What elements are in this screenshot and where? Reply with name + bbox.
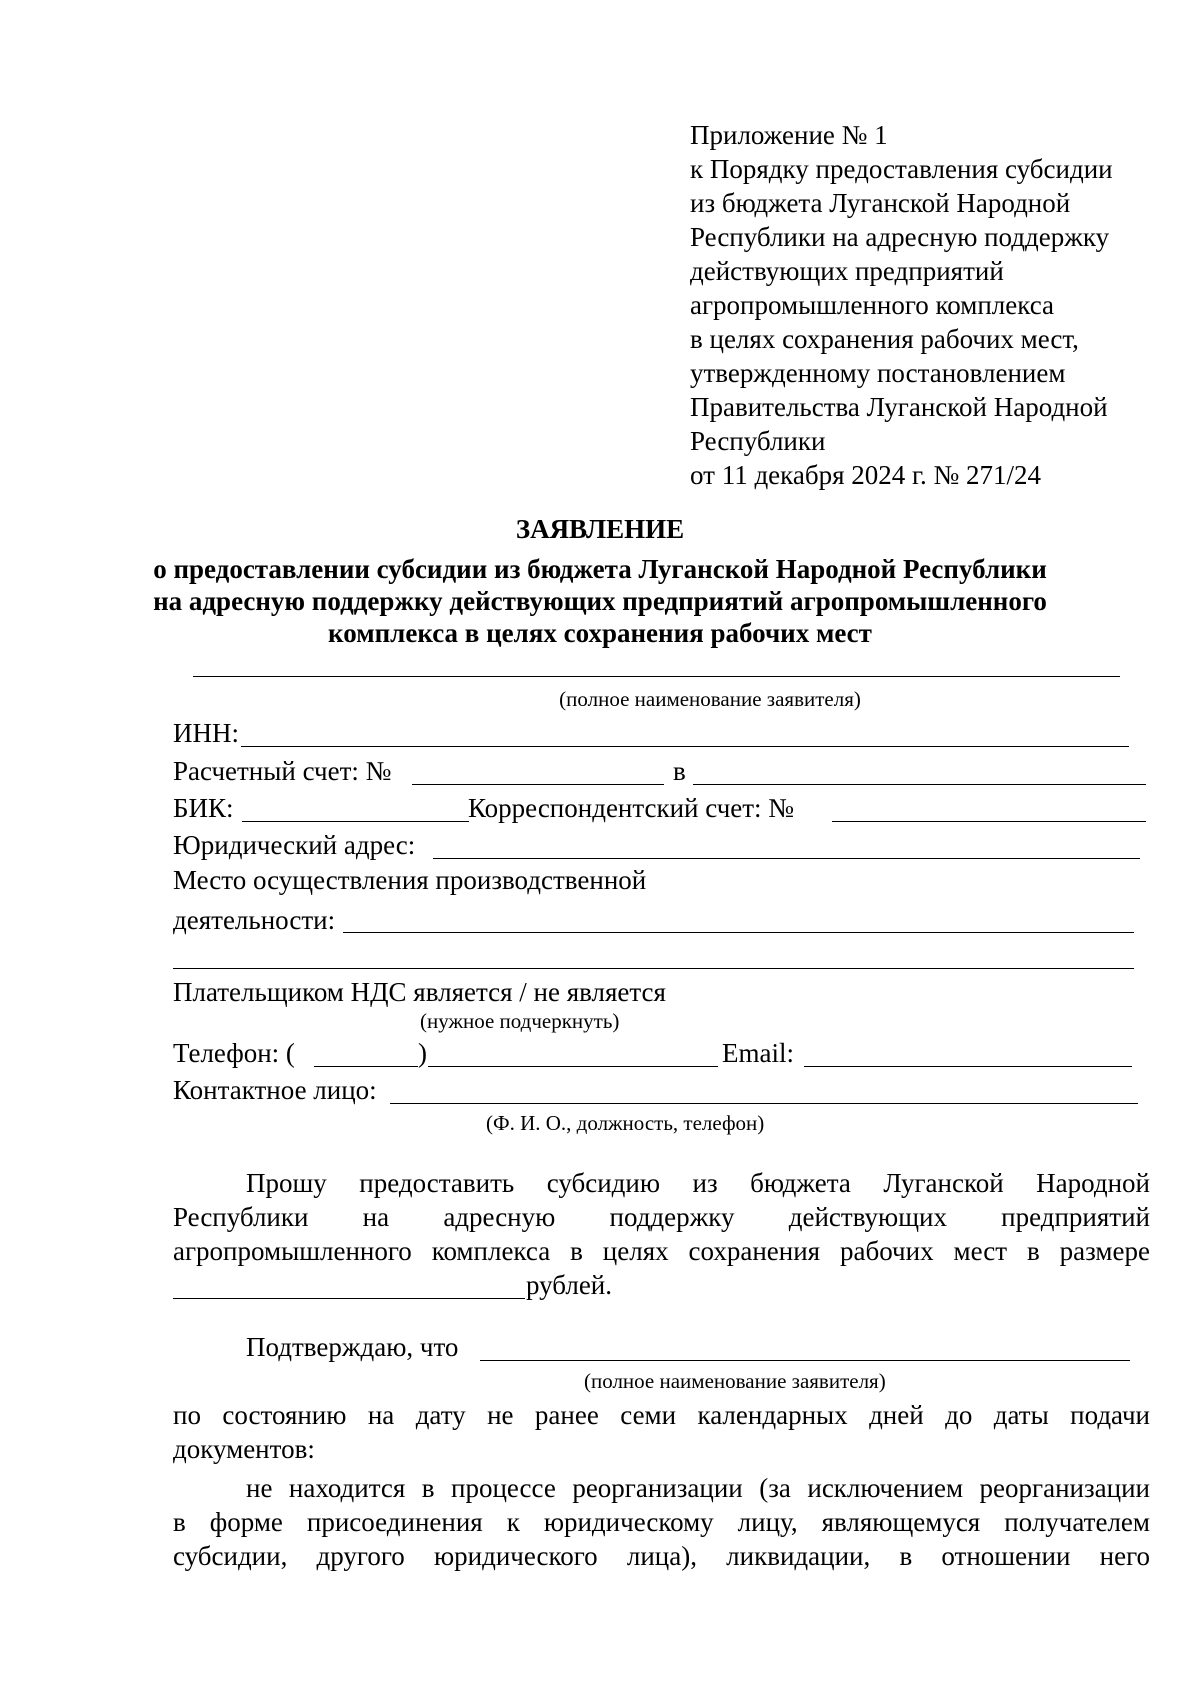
applicant-hint: (полное наименование заявителя) [559,687,861,711]
status-paragraph-line: по состоянию на дату не ранее семи календарных дней до даты подачи [173,1400,1150,1430]
document-subtitle-line: комплекса в целях сохранения рабочих мест [328,618,872,648]
reorg-paragraph-line: в форме присоединения к юридическому лицу, являющемуся получателем [173,1507,1150,1537]
contact-label: Контактное лицо: [173,1075,377,1105]
activity-place-label: Место осуществления производственной [173,865,647,895]
inn-field[interactable] [241,746,1129,747]
annex-line: в целях сохранения рабочих мест, [690,324,1079,354]
reorg-paragraph-line: субсидии, другого юридического лица), ликвидации, в отношении него [173,1541,1150,1571]
annex-line: агропромышленного комплекса [690,290,1054,320]
status-paragraph-line: документов: [173,1434,315,1464]
activity-place-field[interactable] [343,932,1134,933]
request-paragraph-line: Прошу предоставить субсидию из бюджета Луганской Народной [246,1168,1150,1198]
corr-account-label: Корреспондентский счет: № [468,793,795,823]
phone-label: Телефон: ( [173,1038,295,1068]
annex-line: Республики [690,426,826,456]
confirm-hint: (полное наименование заявителя) [584,1369,886,1393]
vat-hint: (нужное подчеркнуть) [420,1009,620,1033]
request-paragraph-line: агропромышленного комплекса в целях сохранения рабочих мест в размере [173,1236,1150,1266]
bank-name-field[interactable] [693,784,1146,785]
annex-line: от 11 декабря 2024 г. № 271/24 [690,460,1042,490]
email-label: Email: [722,1038,794,1068]
legal-address-field[interactable] [433,858,1140,859]
vat-status-text[interactable]: Плательщиком НДС является / не является [173,977,666,1007]
bik-field[interactable] [242,821,469,822]
rubles-label: рублей. [526,1270,613,1300]
confirm-applicant-field[interactable] [480,1360,1130,1361]
activity-place-field-line2[interactable] [173,968,1134,969]
legal-address-label: Юридический адрес: [173,830,416,860]
phone-paren-close: ) [418,1038,427,1068]
document-subtitle-line: на адресную поддержку действующих предприятий агропромышленного [153,586,1047,616]
annex-line: к Порядку предоставления субсидии [690,154,1113,184]
phone-code-field[interactable] [314,1066,418,1067]
corr-account-field[interactable] [832,821,1146,822]
annex-line: из бюджета Луганской Народной [690,188,1071,218]
annex-line: Приложение № 1 [690,120,888,150]
document-title: ЗАЯВЛЕНИЕ [515,514,685,544]
annex-line: утвержденному постановлением [690,358,1066,388]
contact-field[interactable] [390,1103,1138,1104]
account-in-label: в [673,756,686,786]
phone-number-field[interactable] [428,1066,718,1067]
activity-place-label-cont: деятельности: [173,905,336,935]
subsidy-amount-field[interactable] [173,1298,525,1299]
annex-line: действующих предприятий [690,256,1004,286]
inn-label: ИНН: [173,718,239,748]
confirm-label: Подтверждаю, что [246,1332,459,1362]
account-label: Расчетный счет: № [173,756,392,786]
bik-label: БИК: [173,793,234,823]
account-number-field[interactable] [412,784,664,785]
annex-line: Республики на адресную поддержку [690,222,1110,252]
annex-line: Правительства Луганской Народной [690,392,1108,422]
document-subtitle-line: о предоставлении субсидии из бюджета Луганской Народной Республики [153,554,1047,584]
contact-hint: (Ф. И. О., должность, телефон) [486,1111,765,1135]
annex-block [690,118,1113,492]
request-paragraph-line: Республики на адресную поддержку действующих предприятий [173,1202,1150,1232]
applicant-name-field[interactable] [193,676,1120,677]
reorg-paragraph-line: не находится в процессе реорганизации (за исключением реорганизации [246,1473,1150,1503]
email-field[interactable] [804,1066,1132,1067]
